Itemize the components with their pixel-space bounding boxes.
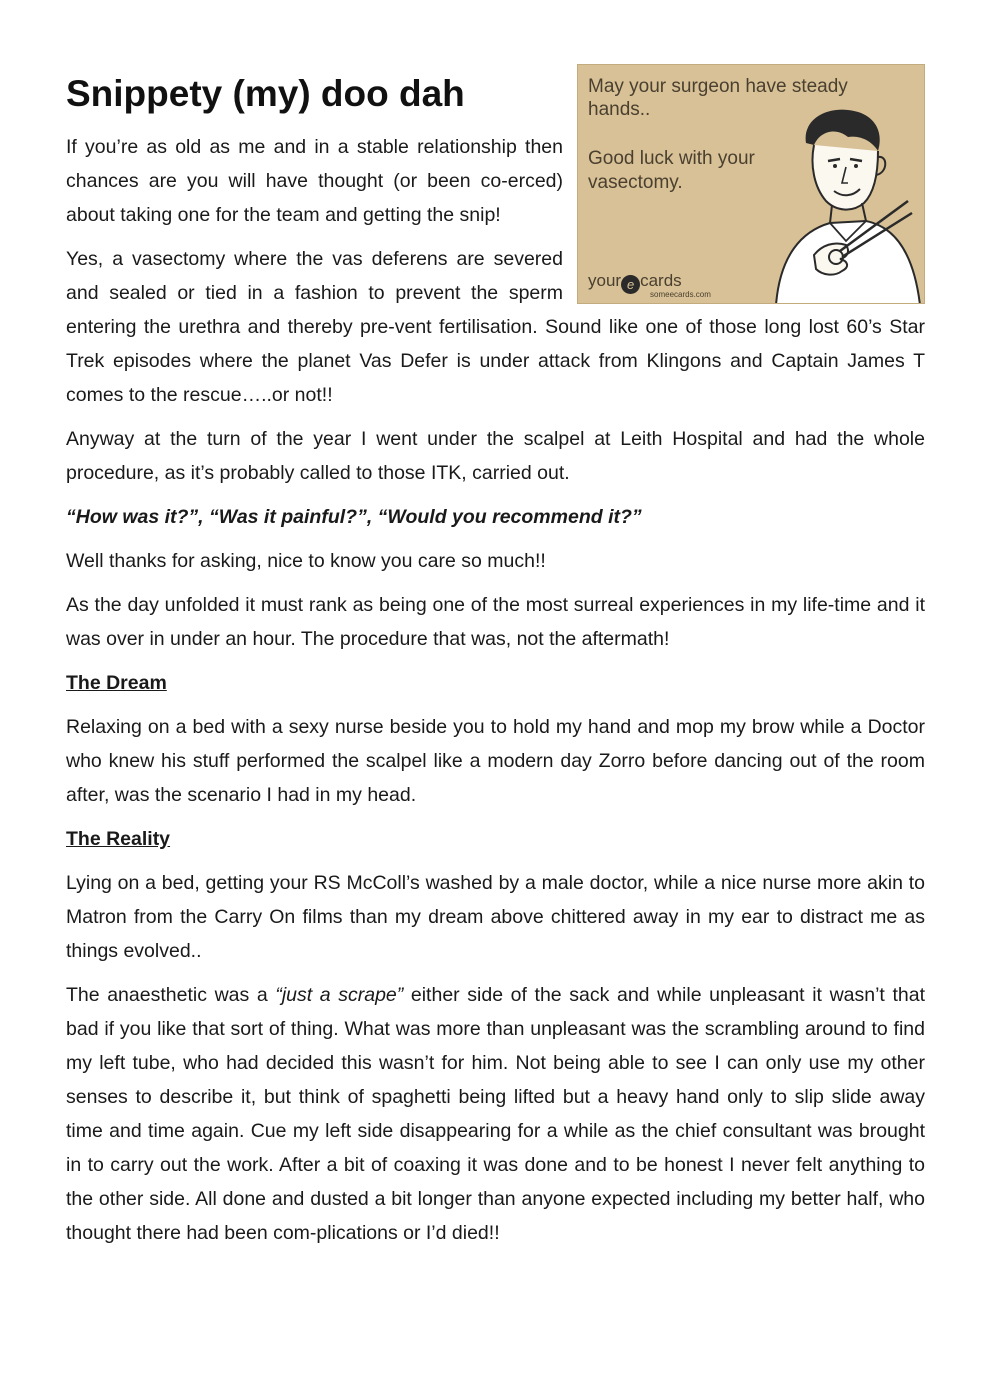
heading-the-dream: The Dream bbox=[66, 672, 167, 694]
paragraph-thanks: Well thanks for asking, nice to know you care so much!! bbox=[66, 550, 546, 572]
ecard-brand-e: e bbox=[621, 275, 640, 294]
ecard-domain: someecards.com bbox=[650, 290, 711, 299]
paragraph-questions: “How was it?”, “Was it painful?”, “Would you recommend it?” bbox=[66, 506, 642, 528]
ecard-image bbox=[577, 64, 925, 304]
heading-the-reality: The Reality bbox=[66, 828, 171, 850]
man-with-scissors-illustration bbox=[736, 105, 925, 304]
paragraph-dream: Relaxing on a bed with a sexy nurse beside you to hold my hand and mop my brow while a Doctor who knew his stuff performed the scalpel like a modern day Zorro before dancing out of the room after, was the scenario I had in my head. bbox=[66, 716, 925, 806]
ecard-line1: May your surgeon have steady hands.. bbox=[588, 76, 848, 120]
article bbox=[66, 64, 925, 1260]
paragraph-intro: If you’re as old as me and in a stable relationship then chances are you will have thought (or been co-erced) about taking one for the team and getting the snip! bbox=[66, 136, 563, 226]
article-title: Snippety (my) doo dah bbox=[66, 73, 465, 114]
paragraph-vasectomy-definition: Yes, a vasectomy where the vas deferens are severed and sealed or tied in a fashion to prevent the sperm entering the urethra and thereby pre-vent fertilisation. Sound like one of those long lost 60’s Star Trek episodes where the planet Vas Defer is under attack from Klingons and Captain James T comes to the rescue…..or not!! bbox=[66, 248, 925, 406]
paragraph-anaesthetic bbox=[66, 978, 925, 1250]
ecard-brand-left: your bbox=[588, 271, 622, 290]
anaesthetic-text-start: The anaesthetic was a bbox=[66, 984, 276, 1006]
paragraph-day-unfolded: As the day unfolded it must rank as being one of the most surreal experiences in my life-time and it was over in under an hour. The procedure that was, not the aftermath! bbox=[66, 594, 925, 650]
ecard-brand-right: cards bbox=[640, 271, 682, 290]
anaesthetic-quote: “just a scrape” bbox=[275, 984, 404, 1006]
paragraph-reality: Lying on a bed, getting your RS McColl’s washed by a male doctor, while a nice nurse more akin to Matron from the Carry On films than my dream above chittered away in my ear to distract me as things evolved.. bbox=[66, 872, 925, 962]
paragraph-procedure: Anyway at the turn of the year I went under the scalpel at Leith Hospital and had the whole procedure, as it’s probably called to those ITK, carried out. bbox=[66, 428, 925, 484]
ecard-line2: Good luck with your vasectomy. bbox=[588, 148, 755, 193]
anaesthetic-text-end: either side of the sack and while unpleasant it wasn’t that bad if you like that sort of thing. What was more than unpleasant was the scrambling around to find my left tube, who had decided this wasn’t for him. Not being able to see I can only use my other senses to describe it, but think of spaghetti being lifted but a heavy hand only to slip slide away time and time again. Cue my left side disappearing for a while as the chief consultant was brought in to carry out the work. After a bit of coaxing it was done and to be honest I never felt anything to the other side. All done and dusted a bit longer than anyone expected including my better half, who thought there had been com-plications or I’d died!! bbox=[66, 984, 925, 1244]
